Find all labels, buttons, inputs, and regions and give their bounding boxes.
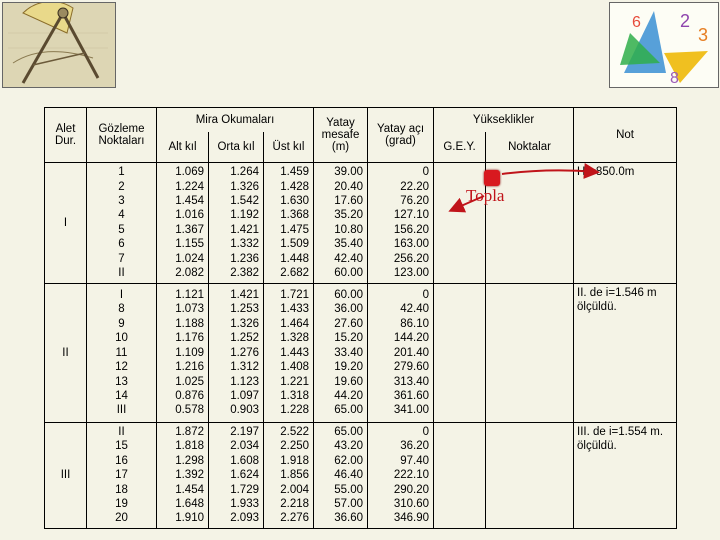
distance-cell <box>314 284 368 423</box>
red-marker-icon <box>484 170 500 186</box>
distance-value: 62.00 <box>334 454 364 467</box>
angle-value: 313.40 <box>393 375 430 388</box>
lower-reading-value: 1.176 <box>175 332 204 345</box>
lower-reading-value: 1.216 <box>175 361 204 374</box>
lower-reading-value: 0.578 <box>175 404 204 417</box>
points-elevation-cell <box>486 422 574 528</box>
points-cell <box>87 162 157 283</box>
distance-value: 10.80 <box>334 223 364 236</box>
distance-value: 60.00 <box>334 267 364 280</box>
header-gey: G.E.Y. <box>434 132 486 162</box>
lower-reading-value: 1.818 <box>175 440 204 453</box>
angle-value: 123.00 <box>393 267 430 280</box>
points-value: 8 <box>118 303 125 316</box>
angle-value: 222.10 <box>393 469 430 482</box>
upper-reading-value: 2.218 <box>280 497 310 510</box>
angle-value: 256.20 <box>393 252 430 265</box>
distance-value: 36.60 <box>334 512 364 525</box>
angle-cell <box>368 284 434 423</box>
upper-reading-value: 1.918 <box>280 454 310 467</box>
lower-reading-value: 1.016 <box>175 209 204 222</box>
topla-callout: Topla <box>466 186 505 205</box>
svg-text:3: 3 <box>698 25 709 45</box>
upper-reading-value: 1.459 <box>280 166 310 179</box>
note-cell: H₁=850.0m <box>574 162 677 283</box>
distance-value: 65.00 <box>334 425 364 438</box>
header-observation: Gözleme Noktaları <box>87 108 157 163</box>
angle-cell <box>368 422 434 528</box>
points-value: II <box>118 425 125 438</box>
lower-reading-value: 1.121 <box>175 289 204 302</box>
points-cell <box>87 422 157 528</box>
distance-value: 33.40 <box>334 346 364 359</box>
angle-value: 290.20 <box>393 483 430 496</box>
points-value: 10 <box>115 332 128 345</box>
svg-text:8: 8 <box>670 70 679 87</box>
upper-reading-value: 2.682 <box>280 267 310 280</box>
lower-reading-value: 1.910 <box>175 512 204 525</box>
distance-value: 19.20 <box>334 361 364 374</box>
middle-reading-value: 0.903 <box>230 404 259 417</box>
distance-value: 15.20 <box>334 332 364 345</box>
points-value: 16 <box>115 454 128 467</box>
middle-reading-value: 1.312 <box>230 361 259 374</box>
points-value: 12 <box>115 361 128 374</box>
header-readings: Mira Okumaları <box>157 108 314 132</box>
station-cell: III <box>45 422 87 528</box>
lower-reading-value: 1.069 <box>175 166 204 179</box>
distance-cell <box>314 162 368 283</box>
lower-reading-value: 1.109 <box>175 346 204 359</box>
middle-reading-value: 1.276 <box>230 346 259 359</box>
points-value: 18 <box>115 483 128 496</box>
lower-reading-value: 1.454 <box>175 483 204 496</box>
middle-reading-value: 1.326 <box>230 317 259 330</box>
distance-cell <box>314 422 368 528</box>
points-value: III <box>116 404 127 417</box>
angle-value: 42.40 <box>400 303 430 316</box>
points-value: 13 <box>115 375 128 388</box>
points-value: 4 <box>118 209 125 222</box>
distance-value: 39.00 <box>334 166 364 179</box>
gey-cell <box>434 422 486 528</box>
header-middle: Orta kıl <box>209 132 264 162</box>
distance-value: 46.40 <box>334 469 364 482</box>
note-cell: III. de i=1.554 m. ölçüldü. <box>574 422 677 528</box>
middle-reading-cell <box>209 422 264 528</box>
middle-reading-value: 1.421 <box>230 289 259 302</box>
points-value: 19 <box>115 497 128 510</box>
lower-reading-cell <box>157 284 209 423</box>
upper-reading-value: 2.004 <box>280 483 310 496</box>
compass-drawing-image <box>2 2 116 88</box>
lower-reading-value: 2.082 <box>175 267 204 280</box>
note-cell: II. de i=1.546 m ölçüldü. <box>574 284 677 423</box>
points-value: 7 <box>118 252 125 265</box>
lower-reading-value: 1.298 <box>175 454 204 467</box>
upper-reading-value: 2.250 <box>280 440 310 453</box>
upper-reading-value: 1.318 <box>280 389 310 402</box>
middle-reading-cell <box>209 162 264 283</box>
middle-reading-value: 1.933 <box>230 497 259 510</box>
lower-reading-value: 1.073 <box>175 303 204 316</box>
lower-reading-value: 1.188 <box>175 317 204 330</box>
distance-value: 55.00 <box>334 483 364 496</box>
angle-value: 0 <box>422 425 430 438</box>
upper-reading-value: 1.475 <box>280 223 310 236</box>
distance-value: 35.40 <box>334 238 364 251</box>
lower-reading-value: 1.392 <box>175 469 204 482</box>
angle-value: 346.90 <box>393 512 430 525</box>
angle-value: 22.20 <box>400 180 430 193</box>
points-value: 20 <box>115 512 128 525</box>
points-value: 3 <box>118 195 125 208</box>
svg-text:6: 6 <box>632 14 641 31</box>
points-value: 11 <box>115 346 128 359</box>
points-value: I <box>119 289 124 302</box>
upper-reading-value: 1.464 <box>280 317 310 330</box>
points-elevation-cell <box>486 284 574 423</box>
angle-value: 0 <box>422 166 430 179</box>
upper-reading-value: 1.368 <box>280 209 310 222</box>
upper-reading-cell <box>264 284 314 423</box>
gey-cell <box>434 162 486 283</box>
middle-reading-value: 1.253 <box>230 303 259 316</box>
station-group-row <box>45 284 677 423</box>
upper-reading-value: 1.428 <box>280 180 310 193</box>
distance-value: 20.40 <box>334 180 364 193</box>
upper-reading-value: 1.856 <box>280 469 310 482</box>
points-value: 6 <box>118 238 125 251</box>
angle-value: 0 <box>422 289 430 302</box>
middle-reading-value: 1.729 <box>230 483 259 496</box>
points-value: 9 <box>118 317 125 330</box>
lower-reading-cell <box>157 162 209 283</box>
middle-reading-value: 1.192 <box>230 209 259 222</box>
points-value: 15 <box>115 440 128 453</box>
table-body <box>45 162 677 528</box>
middle-reading-value: 1.264 <box>230 166 259 179</box>
middle-reading-cell <box>209 284 264 423</box>
header-distance: Yatay mesafe (m) <box>314 108 368 163</box>
upper-reading-value: 1.630 <box>280 195 310 208</box>
upper-reading-value: 1.221 <box>280 375 310 388</box>
upper-reading-cell <box>264 162 314 283</box>
middle-reading-value: 1.097 <box>230 389 259 402</box>
station-cell: I <box>45 162 87 283</box>
lower-reading-value: 1.648 <box>175 497 204 510</box>
middle-reading-value: 1.421 <box>230 223 259 236</box>
distance-value: 17.60 <box>334 195 364 208</box>
station-group-row <box>45 422 677 528</box>
angle-value: 76.20 <box>400 195 430 208</box>
middle-reading-value: 2.034 <box>230 440 259 453</box>
middle-reading-value: 1.252 <box>230 332 259 345</box>
lower-reading-value: 1.224 <box>175 180 204 193</box>
angle-value: 361.60 <box>393 389 430 402</box>
points-value: 17 <box>115 469 128 482</box>
points-value: 5 <box>118 223 125 236</box>
header-angle: Yatay açı (grad) <box>368 108 434 163</box>
header-points: Noktalar <box>486 132 574 162</box>
upper-reading-value: 1.433 <box>280 303 310 316</box>
upper-reading-value: 1.509 <box>280 238 310 251</box>
distance-value: 42.40 <box>334 252 364 265</box>
upper-reading-value: 2.522 <box>280 425 310 438</box>
middle-reading-value: 1.608 <box>230 454 259 467</box>
angle-value: 97.40 <box>400 454 430 467</box>
middle-reading-value: 1.332 <box>230 238 259 251</box>
upper-reading-value: 1.228 <box>280 404 310 417</box>
middle-reading-value: 1.326 <box>230 180 259 193</box>
points-value: II <box>118 267 125 280</box>
middle-reading-value: 2.382 <box>230 267 259 280</box>
header-elevations: Yükseklikler <box>434 108 574 132</box>
gey-cell <box>434 284 486 423</box>
angle-value: 341.00 <box>393 404 430 417</box>
angle-value: 86.10 <box>400 317 430 330</box>
angle-value: 163.00 <box>393 238 430 251</box>
station-group-row <box>45 162 677 283</box>
lower-reading-value: 1.024 <box>175 252 204 265</box>
points-cell <box>87 284 157 423</box>
angle-value: 279.60 <box>393 361 430 374</box>
middle-reading-value: 1.123 <box>230 375 259 388</box>
angle-value: 201.40 <box>393 346 430 359</box>
lower-reading-value: 1.367 <box>175 223 204 236</box>
lower-reading-value: 1.155 <box>175 238 204 251</box>
angle-value: 156.20 <box>393 223 430 236</box>
upper-reading-value: 1.443 <box>280 346 310 359</box>
station-cell: II <box>45 284 87 423</box>
upper-reading-cell <box>264 422 314 528</box>
distance-value: 60.00 <box>334 289 364 302</box>
distance-value: 36.00 <box>334 303 364 316</box>
upper-reading-value: 1.408 <box>280 361 310 374</box>
header-station: Alet Dur. <box>45 108 87 163</box>
lower-reading-cell <box>157 422 209 528</box>
distance-value: 19.60 <box>334 375 364 388</box>
points-value: 14 <box>115 389 128 402</box>
angle-cell <box>368 162 434 283</box>
geometry-shapes-image <box>609 2 719 88</box>
distance-value: 65.00 <box>334 404 364 417</box>
distance-value: 27.60 <box>334 317 364 330</box>
lower-reading-value: 1.872 <box>175 425 204 438</box>
distance-value: 43.20 <box>334 440 364 453</box>
svg-text:2: 2 <box>680 11 691 31</box>
angle-value: 310.60 <box>393 497 430 510</box>
angle-value: 36.20 <box>400 440 430 453</box>
lower-reading-value: 1.454 <box>175 195 204 208</box>
angle-value: 127.10 <box>393 209 430 222</box>
lower-reading-value: 1.025 <box>175 375 204 388</box>
upper-reading-value: 1.721 <box>280 289 310 302</box>
middle-reading-value: 2.093 <box>230 512 259 525</box>
distance-value: 35.20 <box>334 209 364 222</box>
distance-value: 44.20 <box>334 389 364 402</box>
points-value: 1 <box>118 166 125 179</box>
survey-table <box>44 107 677 529</box>
upper-reading-value: 1.448 <box>280 252 310 265</box>
middle-reading-value: 2.197 <box>230 425 259 438</box>
lower-reading-value: 0.876 <box>175 389 204 402</box>
middle-reading-value: 1.624 <box>230 469 259 482</box>
middle-reading-value: 1.236 <box>230 252 259 265</box>
header-note: Not <box>574 108 677 163</box>
header-upper: Üst kıl <box>264 132 314 162</box>
upper-reading-value: 2.276 <box>280 512 310 525</box>
points-value: 2 <box>118 180 125 193</box>
upper-reading-value: 1.328 <box>280 332 310 345</box>
header-lower: Alt kıl <box>157 132 209 162</box>
angle-value: 144.20 <box>393 332 430 345</box>
distance-value: 57.00 <box>334 497 364 510</box>
middle-reading-value: 1.542 <box>230 195 259 208</box>
